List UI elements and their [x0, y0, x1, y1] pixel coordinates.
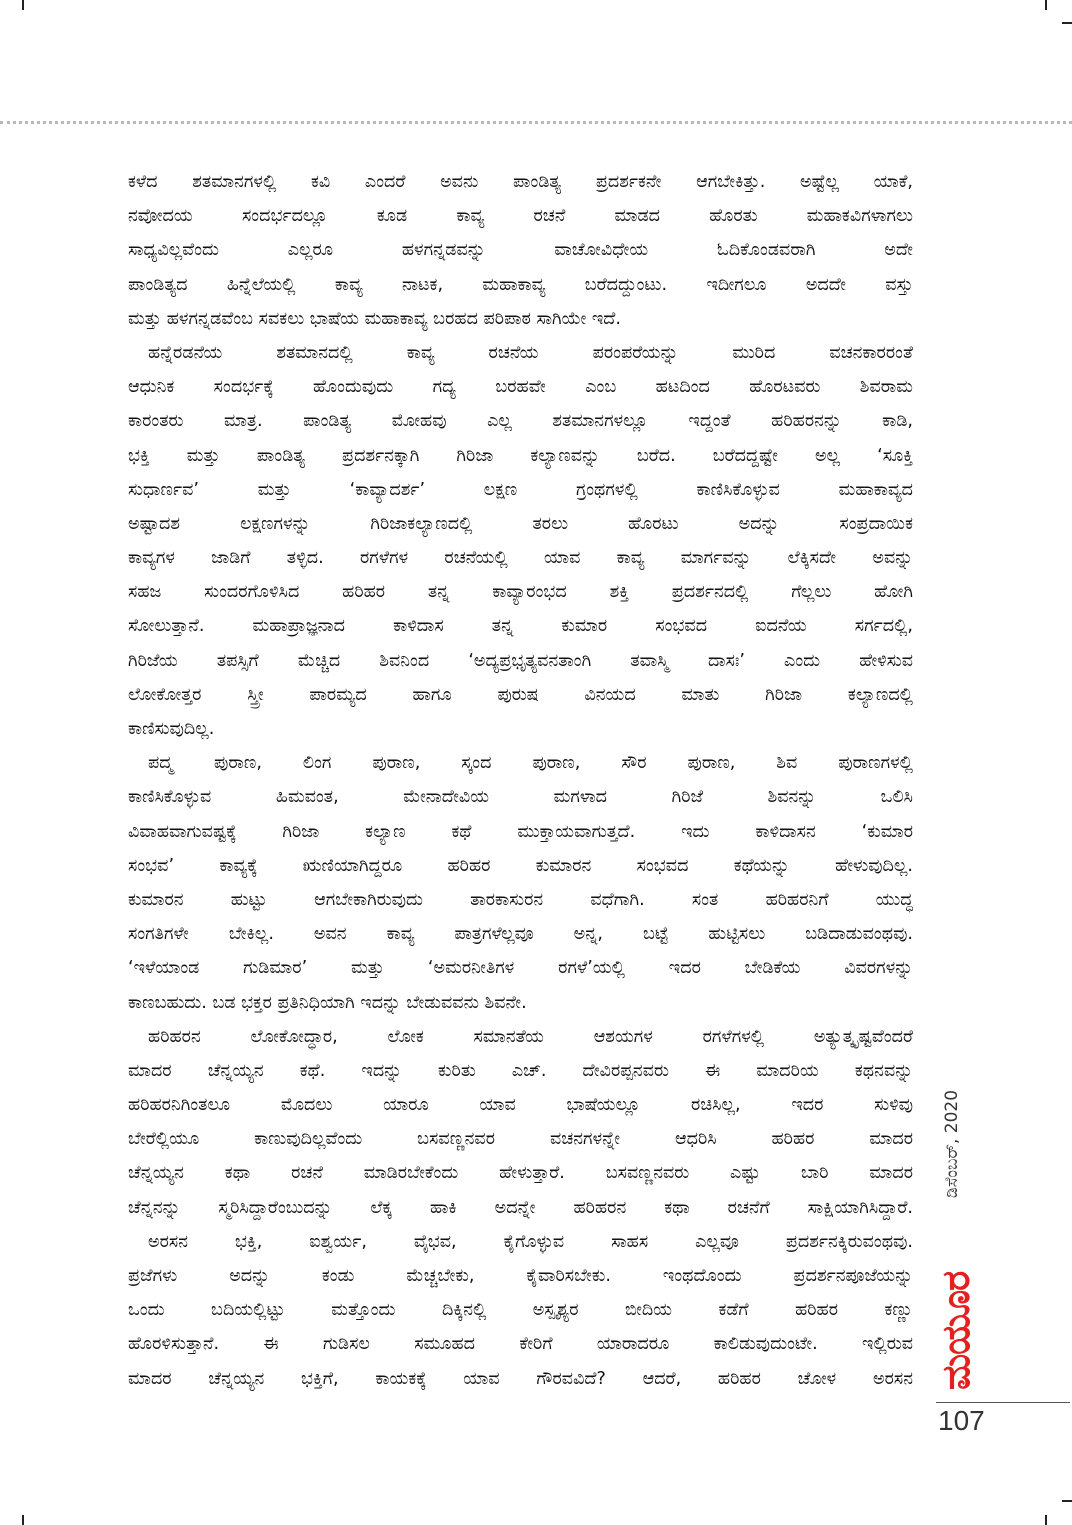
text-line: ವಿವಾಹವಾಗುವಷ್ಟಕ್ಕೆ ಗಿರಿಜಾ ಕಲ್ಯಾಣ ಕಥೆ ಮುಕ್ತಾಯವಾಗುತ್ತದೆ. ಇದು ಕಾಳಿದಾಸನ ‘ಕುಮಾರ [128, 821, 913, 842]
text-line: ಸಂಗತಿಗಳೇ ಬೇಕಿಲ್ಲ. ಅವನ ಕಾವ್ಯ ಪಾತ್ರಗಳೆಲ್ಲವೂ ಅನ್ನ, ಬಟ್ಟೆ ಹುಟ್ಟಿಸಲು ಬಡಿದಾಡುವಂಥವು. [128, 924, 913, 945]
paragraph-2 [128, 336, 913, 746]
text-line: ಹರಿಹರನಿಗಿಂತಲೂ ಮೊದಲು ಯಾರೂ ಯಾವ ಭಾಷೆಯಲ್ಲೂ ರಚಿಸಿಲ್ಲ, ಇದರ ಸುಳಿವು [128, 1095, 913, 1116]
text-line: ಸಂಭವ’ ಕಾವ್ಯಕ್ಕೆ ಋಣಿಯಾಗಿದ್ದರೂ ಹರಿಹರ ಕುಮಾರನ ಸಂಭವದ ಕಥೆಯನ್ನು ಹೇಳುವುದಿಲ್ಲ. [128, 855, 913, 876]
text-line: ಮಾದರ ಚೆನ್ನಯ್ಯನ ಕಥೆ. ಇದನ್ನು ಕುರಿತು ಎಚ್. ದೇವಿರಪ್ಪನವರು ಈ ಮಾದರಿಯ ಕಥನವನ್ನು [128, 1060, 913, 1081]
text-line: ಕಾವ್ಯಗಳ ಜಾಡಿಗೆ ತಳ್ಳಿದ. ರಗಳೆಗಳ ರಚನೆಯಲ್ಲಿ ಯಾವ ಕಾವ್ಯ ಮಾರ್ಗವನ್ನು ಲೆಕ್ಕಿಸದೇ ಅವನ್ನು [128, 548, 913, 569]
text-line: ಒಂದು ಬದಿಯಲ್ಲಿಟ್ಟು ಮತ್ತೊಂದು ದಿಕ್ಕಿನಲ್ಲಿ ಅಸ್ಪೃಶ್ಯರ ಬೀದಿಯ ಕಡೆಗೆ ಹರಿಹರ ಕಣ್ಣು [128, 1300, 913, 1321]
text-line: ಪದ್ಮ ಪುರಾಣ, ಲಿಂಗ ಪುರಾಣ, ಸ್ಕಂದ ಪುರಾಣ, ಸೌರ ಪುರಾಣ, ಶಿವ ಪುರಾಣಗಳಲ್ಲಿ [148, 753, 913, 774]
article-body [128, 165, 913, 1396]
magazine-logo: ಮಯೂರ [934, 1271, 978, 1390]
text-line: ಮತ್ತು ಹಳಗನ್ನಡವೆಂಬ ಸವಕಲು ಭಾಷೆಯ ಮಹಾಕಾವ್ಯ ಬರಹದ ಪರಿಪಾಠ ಸಾಗಿಯೇ ಇದೆ. [128, 308, 621, 329]
crop-mark-top-right [1045, 0, 1047, 10]
text-line: ನವೋದಯ ಸಂದರ್ಭದಲ್ಲೂ ಕೂಡ ಕಾವ್ಯ ರಚನೆ ಮಾಡದ ಹೊರತು ಮಹಾಕವಿಗಳಾಗಲು [128, 206, 913, 227]
issue-date: ಡಿಸೆಂಬರ್, 2020 [942, 1089, 962, 1198]
text-line: ಪ್ರಜೆಗಳು ಅದನ್ನು ಕಂಡು ಮೆಚ್ಚಬೇಕು, ಕೈವಾರಿಸಬೇಕು. ಇಂಥದೊಂದು ಪ್ರದರ್ಶನಪೂಜೆಯನ್ನು [128, 1266, 913, 1286]
text-line: ಸೋಲುತ್ತಾನೆ. ಮಹಾಪ್ರಾಜ್ಞನಾದ ಕಾಳಿದಾಸ ತನ್ನ ಕುಮಾರ ಸಂಭವದ ಐದನೆಯ ಸರ್ಗದಲ್ಲಿ, [128, 616, 913, 637]
crop-mark-bottom-right [1045, 1515, 1047, 1525]
text-line: ಕಾರಂತರು ಮಾತ್ರ. ಪಾಂಡಿತ್ಯ ಮೋಹವು ಎಲ್ಲ ಶತಮಾನಗಳಲ್ಲೂ ಇದ್ದಂತೆ ಹರಿಹರನನ್ನು ಕಾಡಿ, [128, 411, 913, 432]
text-line: ಚೆನ್ನಯ್ಯನ ಕಥಾ ರಚನೆ ಮಾಡಿರಬೇಕೆಂದು ಹೇಳುತ್ತಾರೆ. ಬಸವಣ್ಣನವರು ಎಷ್ಟು ಬಾರಿ ಮಾದರ [128, 1163, 913, 1184]
text-line: ಲೋಕೋತ್ತರ ಸ್ತ್ರೀ ಪಾರಮ್ಯದ ಹಾಗೂ ಪುರುಷ ವಿನಯದ ಮಾತು ಗಿರಿಜಾ ಕಲ್ಯಾಣದಲ್ಲಿ [128, 684, 913, 705]
text-line: ಮಾದರ ಚೆನ್ನಯ್ಯನ ಭಕ್ತಿಗೆ, ಕಾಯಕಕ್ಕೆ ಯಾವ ಗೌರವವಿದೆ? ಆದರೆ, ಹರಿಹರ ಚೋಳ ಅರಸನ [128, 1368, 913, 1389]
text-line: ಅಷ್ಟಾದಶ ಲಕ್ಷಣಗಳನ್ನು ಗಿರಿಜಾಕಲ್ಯಾಣದಲ್ಲಿ ತರಲು ಹೊರಟು ಅದನ್ನು ಸಂಪ್ರದಾಯಿಕ [128, 513, 913, 534]
paragraph-3 [128, 746, 913, 1020]
header-dotted-rule [0, 121, 1072, 124]
text-line: ಭಕ್ತಿ ಮತ್ತು ಪಾಂಡಿತ್ಯ ಪ್ರದರ್ಶನಕ್ಕಾಗಿ ಗಿರಿಜಾ ಕಲ್ಯಾಣವನ್ನು ಬರೆದ. ಬರೆದದ್ದಷ್ಟೇ ಅಲ್ಲ ‘ಸೂಕ್ತಿ [128, 445, 913, 466]
page-number: 107 [938, 1405, 985, 1436]
text-line: ಅರಸನ ಭಕ್ತಿ, ಐಶ್ವರ್ಯ, ವೈಭವ, ಕೈಗೊಳ್ಳುವ ಸಾಹಸ ಎಲ್ಲವೂ ಪ್ರದರ್ಶನಕ್ಕಿರುವಂಥವು. [148, 1231, 913, 1252]
text-line: ಸಹಜ ಸುಂದರಗೊಳಿಸಿದ ಹರಿಹರ ತನ್ನ ಕಾವ್ಯಾರಂಭದ ಶಕ್ತಿ ಪ್ರದರ್ಶನದಲ್ಲಿ ಗೆಲ್ಲಲು ಹೋಗಿ [128, 582, 913, 603]
text-line: ಗಿರಿಜೆಯ ತಪಸ್ಸಿಗೆ ಮೆಚ್ಚಿದ ಶಿವನಿಂದ ‘ಅದ್ಯಪ್ರಭೃತ್ಯವನತಾಂಗಿ ತವಾಸ್ಮಿ ದಾಸಃ’ ಎಂದು ಹೇಳಿಸುವ [128, 650, 913, 671]
text-line: ಹೊರಳಿಸುತ್ತಾನೆ. ಈ ಗುಡಿಸಲ ಸಮೂಹದ ಕೇರಿಗೆ ಯಾರಾದರೂ ಕಾಲಿಡುವುದುಂಟೇ. ಇಲ್ಲಿರುವ [128, 1334, 913, 1355]
text-line: ಕಾಣಬಹುದು. ಬಡ ಭಕ್ತರ ಪ್ರತಿನಿಧಿಯಾಗಿ ಇದನ್ನು ಬೇಡುವವನು ಶಿವನೇ. [128, 992, 527, 1013]
crop-mark-right-upper [1062, 22, 1072, 24]
crop-mark-bottom-left [22, 1515, 24, 1525]
paragraph-4 [128, 1020, 913, 1225]
text-line: ಹರಿಹರನ ಲೋಕೋದ್ಧಾರ, ಲೋಕ ಸಮಾನತೆಯ ಆಶಯಗಳ ರಗಳೆಗಳಲ್ಲಿ ಅತ್ಯುತ್ಕೃಷ್ಟವೆಂದರೆ [148, 1026, 913, 1047]
text-line: ಸುಧಾರ್ಣವ’ ಮತ್ತು ‘ಕಾವ್ಯಾದರ್ಶ’ ಲಕ್ಷಣ ಗ್ರಂಥಗಳಲ್ಲಿ ಕಾಣಿಸಿಕೊಳ್ಳುವ ಮಹಾಕಾವ್ಯದ [128, 479, 913, 500]
text-line: ಹನ್ನೆರಡನೆಯ ಶತಮಾನದಲ್ಲಿ ಕಾವ್ಯ ರಚನೆಯ ಪರಂಪರೆಯನ್ನು ಮುರಿದ ವಚನಕಾರರಂತೆ [148, 342, 913, 363]
text-line: ಕಾಣಿಸಿಕೊಳ್ಳುವ ಹಿಮವಂತ, ಮೇನಾದೇವಿಯ ಮಗಳಾದ ಗಿರಿಜೆ ಶಿವನನ್ನು ಒಲಿಸಿ [128, 787, 913, 808]
text-line: ಪಾಂಡಿತ್ಯದ ಹಿನ್ನೆಲೆಯಲ್ಲಿ ಕಾವ್ಯ ನಾಟಕ, ಮಹಾಕಾವ್ಯ ಬರೆದದ್ದುಂಟು. ಇದೀಗಲೂ ಅದದೇ ವಸ್ತು [128, 274, 913, 295]
page-number-rule [936, 1402, 1070, 1403]
crop-mark-right-lower [1062, 1500, 1072, 1502]
text-line: ಚೆನ್ನನನ್ನು ಸ್ಮರಿಸಿದ್ದಾರೆಂಬುದನ್ನು ಲೆಕ್ಕ ಹಾಕಿ ಅದನ್ನೇ ಹರಿಹರನ ಕಥಾ ರಚನೆಗೆ ಸಾಕ್ಷಿಯಾಗಿಸಿದ್ದಾರೆ. [128, 1197, 913, 1218]
text-line: ಸಾಧ್ಯವಿಲ್ಲವೆಂದು ಎಲ್ಲರೂ ಹಳಗನ್ನಡವನ್ನು ವಾಚೋವಿಧೇಯ ಓದಿಕೊಂಡವರಾಗಿ ಅದೇ [128, 240, 913, 261]
text-line: ಕಾಣಿಸುವುದಿಲ್ಲ. [128, 719, 215, 739]
text-line: ‘ಇಳೆಯಾಂಡ ಗುಡಿಮಾರ’ ಮತ್ತು ‘ಅಮರನೀತಿಗಳ ರಗಳೆ’ಯಲ್ಲಿ ಇದರ ಬೇಡಿಕೆಯ ವಿವರಗಳನ್ನು [128, 958, 913, 979]
text-line: ಆಧುನಿಕ ಸಂದರ್ಭಕ್ಕೆ ಹೊಂದುವುದು ಗದ್ಯ ಬರಹವೇ ಎಂಬ ಹಟದಿಂದ ಹೊರಟವರು ಶಿವರಾಮ [128, 377, 913, 398]
text-line: ಬೇರೆಲ್ಲಿಯೂ ಕಾಣುವುದಿಲ್ಲವೆಂದು ಬಸವಣ್ಣನವರ ವಚನಗಳನ್ನೇ ಆಧರಿಸಿ ಹರಿಹರ ಮಾದರ [128, 1129, 913, 1150]
text-line: ಕುಮಾರನ ಹುಟ್ಟು ಆಗಬೇಕಾಗಿರುವುದು ತಾರಕಾಸುರನ ವಧೆಗಾಗಿ. ಸಂತ ಹರಿಹರನಿಗೆ ಯುದ್ಧ [128, 889, 913, 910]
crop-mark-top-left [22, 0, 24, 10]
paragraph-1 [128, 165, 913, 336]
text-line: ಕಳೆದ ಶತಮಾನಗಳಲ್ಲಿ ಕವಿ ಎಂದರೆ ಅವನು ಪಾಂಡಿತ್ಯ ಪ್ರದರ್ಶಕನೇ ಆಗಬೇಕಿತ್ತು. ಅಷ್ಟೆಲ್ಲ ಯಾಕೆ, [128, 172, 913, 192]
paragraph-5 [128, 1225, 913, 1396]
